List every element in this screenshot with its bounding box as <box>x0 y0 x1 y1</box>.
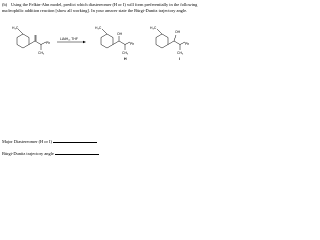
question-part-label: (b) <box>2 2 8 7</box>
product-h-benzene-ring <box>101 34 113 48</box>
trajectory-angle-answer <box>2 150 99 157</box>
major-diastereomer-blank[interactable] <box>53 138 97 143</box>
trajectory-angle-blank[interactable] <box>55 150 99 155</box>
question-text <box>2 2 198 13</box>
product-i-oh-label: OH <box>175 30 181 34</box>
product-i-ch3-top-label: H₃C <box>150 26 157 30</box>
start-ph-label: Ph <box>46 41 51 45</box>
reaction-reagents: LiAlH₄, THF <box>60 37 78 41</box>
question-body: Using the Felkin-Ahn model, predict which diastereomer (H or I) will form preferentially in the following nucleophilic addition reaction [show all working]. In your answer state the Bürgi-Dunitz trajectory angle. <box>2 2 198 13</box>
product-h <box>101 29 130 50</box>
starting-ketone <box>17 29 46 50</box>
start-benzene-ring <box>17 34 29 48</box>
reaction-arrowhead <box>83 41 86 43</box>
trajectory-angle-label: Bürgi-Dunitz trajectory angle <box>2 151 54 156</box>
product-h-ch3-top-label: H₃C <box>95 26 102 30</box>
product-i-id: I <box>179 57 180 61</box>
reaction-scheme <box>0 20 200 80</box>
product-i-ch3-bottom-label: CH₃ <box>177 51 184 55</box>
product-h-id: H <box>124 57 127 61</box>
product-h-ph-label: Ph <box>130 42 135 46</box>
product-i-ph-label: Ph <box>185 42 190 46</box>
major-diastereomer-answer <box>2 138 97 145</box>
product-h-oh-label: OH <box>117 32 123 36</box>
major-diastereomer-label: Major Diastereomer (H or I) <box>2 139 52 144</box>
product-h-ch3-bottom-label: CH₃ <box>122 51 129 55</box>
start-ch3-top-label: H₃C <box>12 26 19 30</box>
product-i-benzene-ring <box>156 34 168 48</box>
start-ch3-bottom-label: CH₃ <box>38 51 45 55</box>
product-i <box>156 29 185 50</box>
